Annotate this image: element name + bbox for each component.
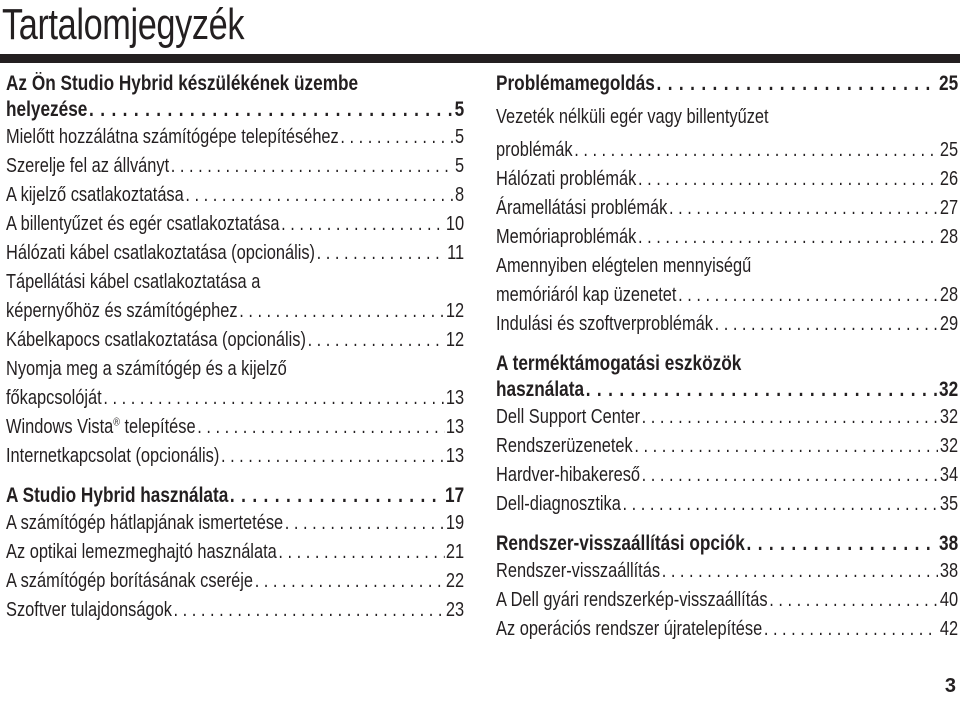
toc-page-number: 32 (939, 406, 959, 428)
toc-page-number: 28 (939, 284, 959, 306)
dot-leader (642, 461, 939, 490)
toc-section-heading[interactable] (6, 483, 464, 509)
dot-leader (634, 432, 938, 461)
dot-leader (623, 490, 939, 519)
toc-entry-label: A billentyűzet és egér csatlakoztatása (6, 213, 280, 235)
toc-section-heading[interactable]: A terméktámogatási eszközök (496, 352, 742, 375)
toc-entry-label-part: Windows Vista (6, 416, 114, 438)
toc-entry-label: A Studio Hybrid használata (6, 484, 229, 507)
dot-leader (586, 377, 938, 403)
toc-entry-line[interactable]: Amennyiben elégtelen mennyiségű (496, 255, 752, 277)
toc-page-number: 40 (939, 589, 959, 611)
dot-leader (103, 384, 444, 413)
toc-section-heading[interactable]: Az Ön Studio Hybrid készülékének üzembe (6, 72, 359, 95)
dot-leader (317, 239, 446, 268)
toc-entry-label: A számítógép hátlapjának ismertetése (6, 512, 284, 534)
dot-leader (678, 281, 938, 310)
toc-entry[interactable] (6, 413, 464, 442)
toc-entry-label: Áramellátási problémák (496, 197, 668, 219)
toc-page-number: 32 (939, 378, 959, 401)
toc-entry[interactable] (496, 136, 958, 165)
dot-leader (89, 97, 453, 123)
toc-section-heading[interactable] (6, 97, 464, 123)
toc-entry-label: Kábelkapocs csatlakoztatása (opcionális) (6, 329, 306, 351)
toc-entry[interactable] (6, 538, 464, 567)
toc-entry-label: Rendszerüzenetek (496, 435, 633, 457)
dot-leader (221, 442, 444, 471)
toc-entry[interactable] (496, 403, 958, 432)
toc-entry[interactable] (496, 165, 958, 194)
dot-leader (230, 483, 443, 509)
toc-page-number: 13 (445, 416, 465, 438)
toc-page-number: 38 (939, 560, 959, 582)
toc-entry-label: problémák (496, 139, 573, 161)
toc-entry-label: Hálózati problémák (496, 168, 637, 190)
registered-mark: ® (113, 416, 120, 429)
toc-entry-line[interactable]: Tápellátási kábel csatlakoztatása a (6, 271, 261, 293)
dot-leader (715, 310, 939, 339)
dot-leader (239, 297, 444, 326)
toc-entry-label: Internetkapcsolat (opcionális) (6, 445, 220, 467)
dot-leader (174, 596, 445, 625)
toc-page-number: 25 (939, 139, 959, 161)
toc-page-number: 12 (445, 329, 465, 351)
toc-page-number: 5 (454, 98, 465, 121)
toc-page-number: 19 (445, 512, 465, 534)
toc-page-number: 28 (939, 226, 959, 248)
toc-entry-label: használata (496, 378, 585, 401)
toc-entry-label: Memóriaproblémák (496, 226, 637, 248)
toc-entry-label: képernyőhöz és számítógéphez (6, 300, 238, 322)
toc-entry-line[interactable]: Nyomja meg a számítógép és a kijelző (6, 358, 287, 380)
toc-entry[interactable] (6, 239, 464, 268)
dot-leader (669, 194, 938, 223)
toc-page-number: 13 (445, 445, 465, 467)
dot-leader (278, 538, 444, 567)
toc-entry-label: Rendszer-visszaállítás (496, 560, 661, 582)
toc-page-number: 13 (445, 387, 465, 409)
toc-entry[interactable] (496, 615, 958, 644)
toc-entry[interactable] (6, 152, 464, 181)
toc-entry-label: Problémamegoldás (496, 72, 655, 95)
toc-page-number: 23 (445, 599, 465, 621)
toc-entry-label: Szerelje fel az állványt (6, 155, 170, 177)
dot-leader (285, 509, 445, 538)
toc-entry-label: Dell-diagnosztika (496, 493, 621, 515)
dot-leader (642, 403, 939, 432)
toc-entry[interactable] (496, 223, 958, 252)
toc-entry[interactable] (6, 567, 464, 596)
dot-leader (185, 181, 453, 210)
toc-entry-label: memóriáról kap üzenetet (496, 284, 677, 306)
toc-entry-label: Szoftver tulajdonságok (6, 599, 172, 621)
toc-right-column (496, 63, 958, 644)
dot-leader (764, 615, 938, 644)
dot-leader (574, 136, 938, 165)
toc-page-number: 26 (939, 168, 959, 190)
toc-page-number: 22 (445, 570, 465, 592)
dot-leader (171, 152, 454, 181)
toc-entry[interactable] (496, 490, 958, 519)
toc-entry-label: A Dell gyári rendszerkép-visszaállítás (496, 589, 768, 611)
toc-section-heading[interactable] (496, 377, 958, 403)
toc-entry-label (6, 413, 196, 442)
dot-leader (657, 71, 938, 97)
toc-entry-label: Az operációs rendszer újratelepítése (496, 618, 763, 640)
dot-leader (662, 557, 939, 586)
toc-entry-label: Hardver-hibakereső (496, 464, 641, 486)
toc-entry[interactable] (496, 432, 958, 461)
title-rule (0, 54, 960, 63)
toc-page-number: 32 (939, 435, 959, 457)
toc-entry-label: főkapcsolóját (6, 387, 102, 409)
toc-entry[interactable] (496, 281, 958, 310)
dot-leader (769, 586, 938, 615)
toc-entry-label-part: telepítése (119, 416, 196, 438)
toc-entry[interactable] (6, 210, 464, 239)
toc-entry[interactable] (6, 297, 464, 326)
dot-leader (197, 413, 444, 442)
toc-page-number: 5 (455, 155, 465, 177)
dot-leader (746, 531, 937, 557)
toc-entry-label: Indulási és szoftverproblémák (496, 313, 713, 335)
toc-entry-label: Az optikai lemezmeghajtó használata (6, 541, 277, 563)
toc-entry-label: A kijelző csatlakoztatása (6, 184, 184, 206)
toc-entry-label: Mielőtt hozzálátna számítógépe telepítéséhez (6, 126, 339, 148)
toc-entry-label: helyezése (6, 98, 88, 121)
page-title: Tartalomjegyzék (2, 0, 245, 49)
toc-left-column (6, 63, 464, 625)
toc-entry[interactable] (6, 384, 464, 413)
page-number: 3 (944, 675, 956, 697)
toc-entry[interactable] (496, 194, 958, 223)
toc-page-number: 42 (939, 618, 959, 640)
toc-page-number: 38 (939, 532, 959, 555)
toc-section-heading[interactable] (496, 531, 958, 557)
toc-page-number: 10 (445, 213, 465, 235)
dot-leader (638, 223, 938, 252)
toc-section-heading[interactable] (496, 71, 958, 97)
toc-entry[interactable] (6, 442, 464, 471)
toc-entry[interactable] (496, 310, 958, 339)
dot-leader (308, 326, 445, 355)
toc-entry-label: Hálózati kábel csatlakoztatása (opcionális) (6, 242, 316, 264)
toc-entry[interactable] (6, 509, 464, 538)
toc-page-number: 8 (455, 184, 465, 206)
toc-entry[interactable] (6, 326, 464, 355)
toc-entry[interactable] (496, 586, 958, 615)
toc-page-number: 34 (939, 464, 959, 486)
toc-page-number: 35 (939, 493, 959, 515)
toc-page-number: 27 (939, 197, 959, 219)
toc-entry[interactable] (6, 123, 464, 152)
toc-entry-line[interactable]: Vezeték nélküli egér vagy billentyűzet (496, 106, 769, 128)
toc-entry-label: Dell Support Center (496, 406, 641, 428)
toc-entry[interactable] (496, 557, 958, 586)
toc-entry[interactable] (6, 596, 464, 625)
toc-entry-label: A számítógép borításának cseréje (6, 570, 254, 592)
toc-page-number: 12 (445, 300, 465, 322)
toc-entry[interactable] (496, 461, 958, 490)
toc-page-number: 11 (447, 242, 465, 264)
dot-leader (255, 567, 445, 596)
toc-entry[interactable] (6, 181, 464, 210)
dot-leader (638, 165, 938, 194)
dot-leader (340, 123, 453, 152)
toc-page-number: 21 (445, 541, 465, 563)
toc-page-number: 5 (455, 126, 465, 148)
toc-page-number: 17 (445, 484, 465, 507)
toc-page-number: 29 (939, 313, 959, 335)
toc-page-number: 25 (939, 72, 959, 95)
toc-entry-label: Rendszer-visszaállítási opciók (496, 532, 745, 555)
dot-leader (281, 210, 444, 239)
